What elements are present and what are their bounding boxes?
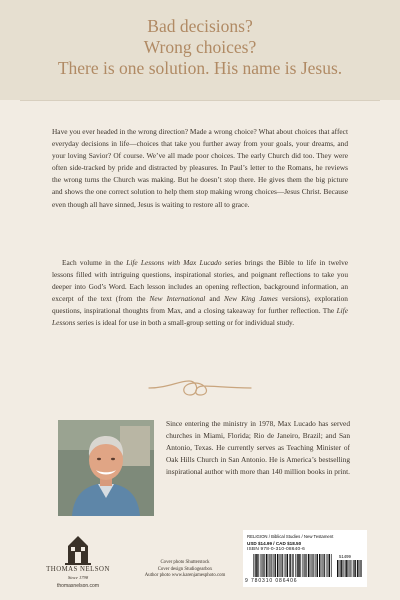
isbn-label: ISBN 978-0-310-08640-6 (247, 547, 305, 552)
publisher-logo (63, 532, 93, 566)
category-label: RELIGION / Biblical Studies / New Testament (247, 534, 334, 539)
tagline-line-2: Wrong choices? (143, 37, 257, 57)
ean-barcode (253, 554, 333, 577)
p2-text-3: and (205, 294, 224, 304)
credit-cover-design: Cover design Studiogearbox (157, 566, 213, 572)
series-short-title: Life Lessons (52, 306, 348, 328)
credit-author-photo: Author photo www.karenjamesphoto.com (144, 573, 226, 579)
barcode-panel (243, 530, 367, 587)
author-photo (58, 420, 154, 516)
divider (20, 100, 380, 101)
bible-version-1: New International (149, 294, 206, 304)
publisher-since: Since 1798 (67, 575, 89, 580)
author-bio: Since entering the ministry in 1978, Max Lucado has served churches in Miami, Florida; Rio de Janeiro, Brazil; and San Antonio, Texas. He currently serves as Teaching Minister of Oak Hills Church in San Antonio. He is America’s bestselling inspirational author with more than 140 million books in print. (166, 419, 350, 477)
ean-number: 9 780310 086406 (245, 578, 298, 584)
p2-text-2: series brings the Bible to life in twelve lessons filled with intriguing questions, inspirational stories, and poignant reflections to take you deeper into God’s Word. Each lesson includes an opening reflection, background information, an excerpt of the text (from the (52, 258, 348, 304)
p2-text-1: Each volume in the (62, 258, 127, 267)
series-title: Life Lessons with Max Lucado (126, 258, 222, 267)
flourish-ornament (145, 375, 255, 401)
p2-text-4: versions), exploration questions, inspirational thoughts from Max, and a closing takeaway for further reflection. The (52, 294, 348, 316)
addon-barcode (337, 560, 363, 577)
tagline-line-1: Bad decisions? (147, 16, 253, 36)
tagline-band (0, 0, 400, 100)
description-paragraph-1: Have you ever headed in the wrong direction? Made a wrong choice? What about choices that affect everyday decisions in life—choices that take you further away from your goals, your dreams, and your loving Savior? Of course. We’ve all made poor choices. The early Church did too. They were often side-tracked by pride and distracted by pleasures. In Paul’s letter to the Romans, he reviews the wrong turns the Church was making. But he doesn’t stop there. He gives them the big picture and shows the one correct solution to help them stop making wrong choices—Jesus Christ. Because even though all have sinned, Jesus is waiting to restore all to grace. (52, 127, 348, 209)
price-addon-number: 51499 (339, 554, 351, 559)
bible-version-2: New King James (224, 294, 278, 304)
publisher-url: thomasnelson.com (57, 583, 99, 589)
tagline-line-3: There is one solution. His name is Jesus. (57, 58, 343, 78)
publisher-name: THOMAS NELSON (46, 566, 110, 573)
price-label: USD $14.99 / CAD $18.50 (247, 541, 302, 546)
description-paragraph-2 (52, 257, 348, 330)
credit-cover-photo: Cover photo Shutterstock (160, 560, 210, 565)
p2-text-5: series is ideal for use in both a small-group setting or for individual study. (75, 318, 295, 328)
